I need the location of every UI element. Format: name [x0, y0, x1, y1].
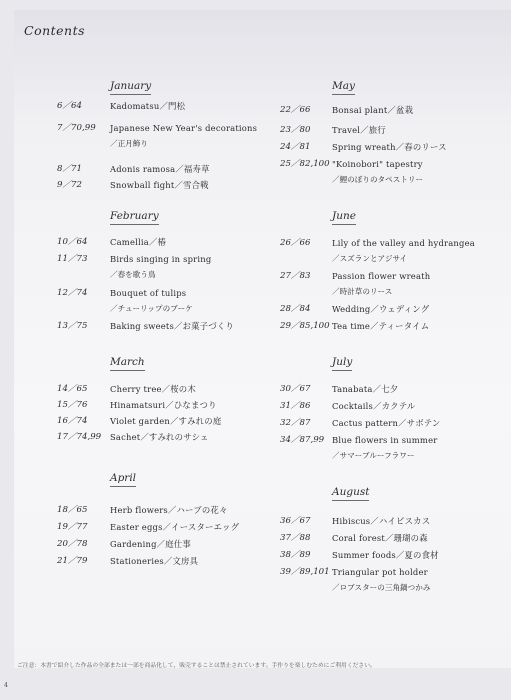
month-heading: March [110, 356, 145, 371]
entry-title: Spring wreath／春のリース [332, 142, 447, 152]
page-ref: 11／73 [57, 254, 88, 264]
entry-subtitle: ／正月飾り [110, 139, 148, 148]
entry-subtitle: ／時計草のリース [332, 287, 393, 296]
page-ref: 38／89 [280, 550, 311, 560]
entry-title: Bonsai plant／盆栽 [332, 105, 414, 115]
page-ref: 12／74 [57, 288, 88, 298]
entry-subtitle: ／スズランとアジサイ [332, 254, 408, 263]
entry-title: Coral forest／珊瑚の森 [332, 533, 428, 543]
entry-title: Hinamatsuri／ひなまつり [110, 400, 217, 410]
page-ref: 28／84 [280, 304, 311, 314]
entry-title: Bouquet of tulips [110, 288, 187, 298]
page-ref: 16／74 [57, 416, 88, 426]
page-ref: 26／66 [280, 238, 311, 248]
page-ref: 32／87 [280, 418, 311, 428]
entry-title: Gardening／庭仕事 [110, 539, 191, 549]
entry-title: Camellia／椿 [110, 237, 167, 247]
page-ref: 13／75 [57, 321, 88, 331]
month-heading: August [332, 486, 369, 501]
entry-title: Triangular pot holder [332, 567, 428, 577]
month-heading: February [110, 210, 159, 225]
footer-note: ご注意：本書で紹介した作品の全部または一部を商品化して、販売することは禁止されています。手作りを楽しむためにご利用ください。 [17, 663, 376, 669]
entry-title: Lily of the valley and hydrangea [332, 238, 475, 248]
page-ref: 24／81 [280, 142, 311, 152]
entry-title: Tanabata／七夕 [332, 384, 399, 394]
month-heading: January [110, 80, 151, 95]
entry-subtitle: ／サマーブルーフラワー [332, 451, 415, 460]
entry-title: Cherry tree／桜の木 [110, 384, 196, 394]
page-ref: 10／64 [57, 237, 88, 247]
page-ref: 25／82,100 [280, 159, 330, 169]
page-title: Contents [24, 23, 86, 38]
entry-title: Japanese New Year's decorations [110, 123, 258, 133]
page-ref: 23／80 [280, 125, 311, 135]
page-ref: 39／89,101 [280, 567, 330, 577]
page-ref: 36／67 [280, 516, 311, 526]
entry-title: Summer foods／夏の食材 [332, 550, 439, 560]
page-ref: 20／78 [57, 539, 88, 549]
entry-title: Blue flowers in summer [332, 435, 438, 445]
entry-title: Birds singing in spring [110, 254, 212, 264]
month-heading: July [332, 356, 352, 371]
page-ref: 21／79 [57, 556, 88, 566]
entry-title: Hibiscus／ハイビスカス [332, 516, 431, 526]
page-ref: 15／76 [57, 400, 88, 410]
entry-subtitle: ／春を歌う鳥 [110, 270, 156, 279]
entry-title: Cocktails／カクテル [332, 401, 416, 411]
contents-page [14, 10, 511, 668]
entry-title: Stationeries／文房具 [110, 556, 199, 566]
page-ref: 37／88 [280, 533, 311, 543]
entry-title: Snowball fight／雪合戦 [110, 180, 209, 190]
page-ref: 19／77 [57, 522, 88, 532]
entry-title: "Koinobori" tapestry [332, 159, 423, 169]
page-ref: 27／83 [280, 271, 311, 281]
entry-title: Tea time／ティータイム [332, 321, 430, 331]
page-ref: 14／65 [57, 384, 88, 394]
page-ref: 31／86 [280, 401, 311, 411]
page-ref: 7／70,99 [57, 123, 96, 133]
entry-title: Herb flowers／ハーブの花々 [110, 505, 228, 515]
page-ref: 34／87,99 [280, 435, 325, 445]
month-heading: May [332, 80, 355, 95]
page-ref: 18／65 [57, 505, 88, 515]
page-ref: 30／67 [280, 384, 311, 394]
entry-title: Travel／旅行 [332, 125, 386, 135]
page-ref: 17／74,99 [57, 432, 102, 442]
entry-title: Easter eggs／イースターエッグ [110, 522, 240, 532]
page-ref: 6／64 [57, 101, 82, 111]
entry-title: Sachet／すみれのサシェ [110, 432, 209, 442]
entry-title: Baking sweets／お菓子づくり [110, 321, 234, 331]
page-number: 4 [4, 682, 8, 689]
page-ref: 22／66 [280, 105, 311, 115]
entry-subtitle: ／鯉のぼりのタペストリー [332, 175, 424, 184]
entry-subtitle: ／チューリップのブーケ [110, 304, 193, 313]
entry-title: Wedding／ウェディング [332, 304, 430, 314]
entry-title: Passion flower wreath [332, 271, 431, 281]
entry-title: Violet garden／すみれの庭 [110, 416, 222, 426]
page-ref: 29／85,100 [280, 321, 330, 331]
month-heading: April [110, 472, 136, 487]
entry-subtitle: ／ロブスターの三角鍋つかみ [332, 583, 431, 592]
page-ref: 9／72 [57, 180, 82, 190]
entry-title: Adonis ramosa／福寿草 [110, 164, 210, 174]
entry-title: Cactus pattern／サボテン [332, 418, 441, 428]
entry-title: Kadomatsu／門松 [110, 101, 186, 111]
month-heading: June [332, 210, 356, 225]
page-ref: 8／71 [57, 164, 82, 174]
